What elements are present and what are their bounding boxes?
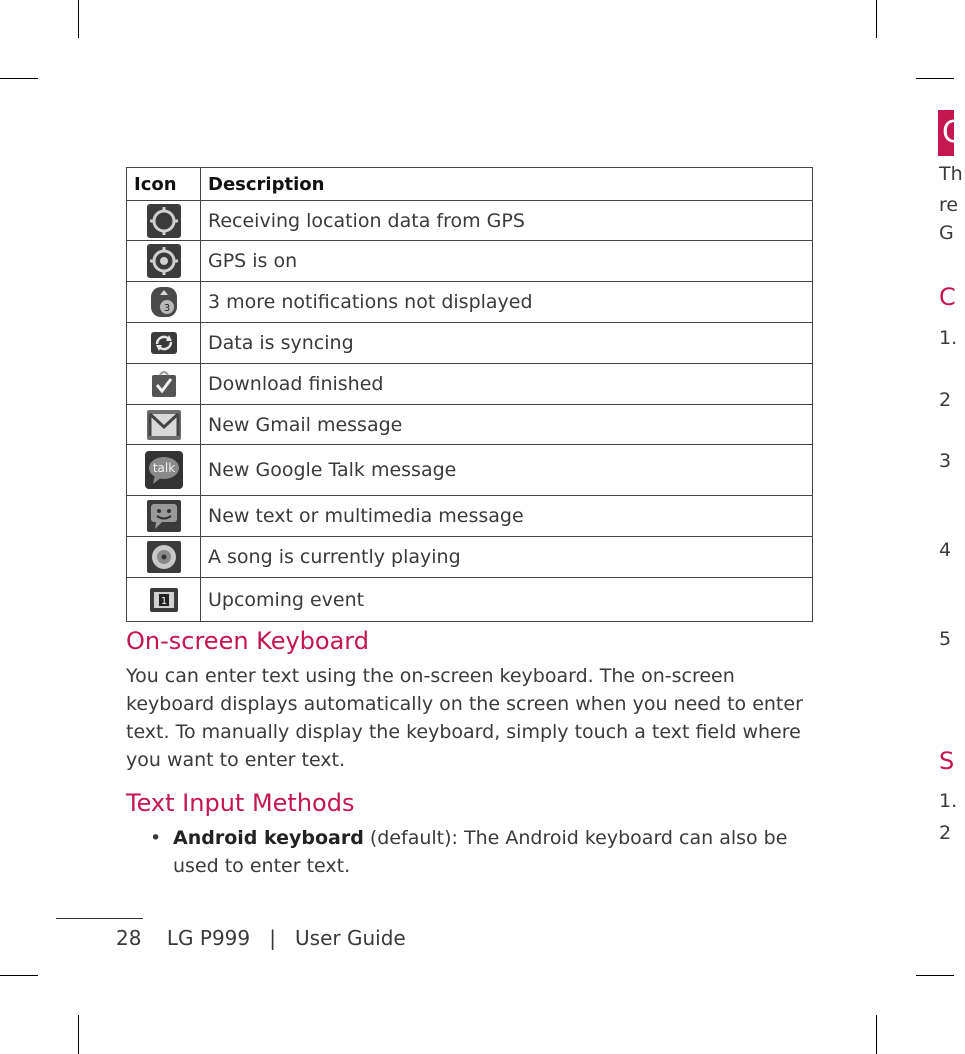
next-page-step: 1. — [939, 790, 958, 812]
google-talk-icon — [145, 451, 183, 489]
gps-receiving-icon — [147, 204, 181, 238]
table-row — [127, 323, 813, 364]
footer-rule — [56, 918, 143, 919]
row-description: Download finished — [201, 364, 813, 405]
calendar-day: 1 — [160, 595, 167, 607]
row-description: 3 more notifications not displayed — [201, 282, 813, 323]
crop-mark — [916, 78, 954, 79]
next-page-step: 2 — [939, 822, 952, 844]
page-footer — [116, 926, 406, 950]
row-description: A song is currently playing — [201, 537, 813, 578]
row-description: New Gmail message — [201, 405, 813, 445]
table-row — [127, 578, 813, 622]
android-keyboard-term: Android keyboard — [173, 827, 364, 849]
table-row — [127, 445, 813, 496]
row-description: Data is syncing — [201, 323, 813, 364]
crop-mark — [0, 975, 38, 976]
next-page-heading: S — [939, 747, 955, 775]
table-row — [127, 496, 813, 537]
next-page-step: 1. — [939, 327, 958, 349]
table-row — [127, 364, 813, 405]
more-notifications-icon — [150, 286, 178, 318]
description-column-header: Description — [201, 168, 813, 201]
next-page-text: G — [939, 222, 954, 244]
talk-label: talk — [152, 461, 175, 475]
gmail-icon — [147, 410, 181, 440]
next-page-step: 4 — [939, 539, 952, 561]
table-header-row — [127, 168, 813, 201]
next-page-text: Th — [939, 163, 963, 185]
bullet-marker: • — [150, 827, 162, 849]
product-name: LG P999 — [166, 926, 251, 950]
sync-icon — [151, 332, 177, 354]
calendar-icon — [150, 588, 178, 612]
next-page-step: 5 — [939, 628, 952, 650]
gps-on-icon — [147, 244, 181, 278]
music-playing-icon — [147, 541, 181, 573]
next-page-step: 2 — [939, 389, 952, 411]
keyboard-section-body: You can enter text using the on-screen keyboard. The on-screen keyboard displays automatically on the screen when you need to enter text. To manually display the keyboard, simply touch a text field where you want to enter text. — [126, 665, 803, 771]
next-page-step: 3 — [939, 450, 952, 472]
crop-mark — [78, 1015, 79, 1054]
text-message-icon — [147, 500, 181, 532]
footer-separator: | — [269, 926, 276, 950]
icon-column-header: Icon — [127, 168, 201, 201]
crop-mark — [876, 0, 877, 38]
chapter-tab — [938, 110, 965, 156]
crop-mark — [0, 78, 38, 79]
row-description: Receiving location data from GPS — [201, 201, 813, 241]
crop-mark — [78, 0, 79, 38]
page-number: 28 — [116, 926, 142, 950]
guide-name: User Guide — [295, 926, 406, 950]
notification-count-badge: 3 — [163, 303, 170, 314]
status-icon-table — [126, 167, 813, 622]
table-row — [127, 405, 813, 445]
row-description: New Google Talk message — [201, 445, 813, 496]
crop-mark — [916, 975, 954, 976]
row-description: New text or multimedia message — [201, 496, 813, 537]
table-row — [127, 241, 813, 282]
crop-mark — [876, 1015, 877, 1054]
table-row — [127, 201, 813, 241]
next-page-heading: C — [939, 283, 956, 311]
download-finished-icon — [152, 370, 176, 398]
bullet-description: (default): The Android keyboard can also be used to enter text. — [173, 827, 788, 877]
row-description: GPS is on — [201, 241, 813, 282]
bullet-item — [173, 824, 813, 880]
keyboard-section-title: On-screen Keyboard — [126, 627, 369, 655]
row-description: Upcoming event — [201, 578, 813, 622]
next-page-text: re — [939, 194, 959, 216]
chapter-tab-letter: G — [942, 115, 965, 150]
table-row — [127, 537, 813, 578]
text-input-section-title: Text Input Methods — [126, 789, 355, 817]
table-row — [127, 282, 813, 323]
